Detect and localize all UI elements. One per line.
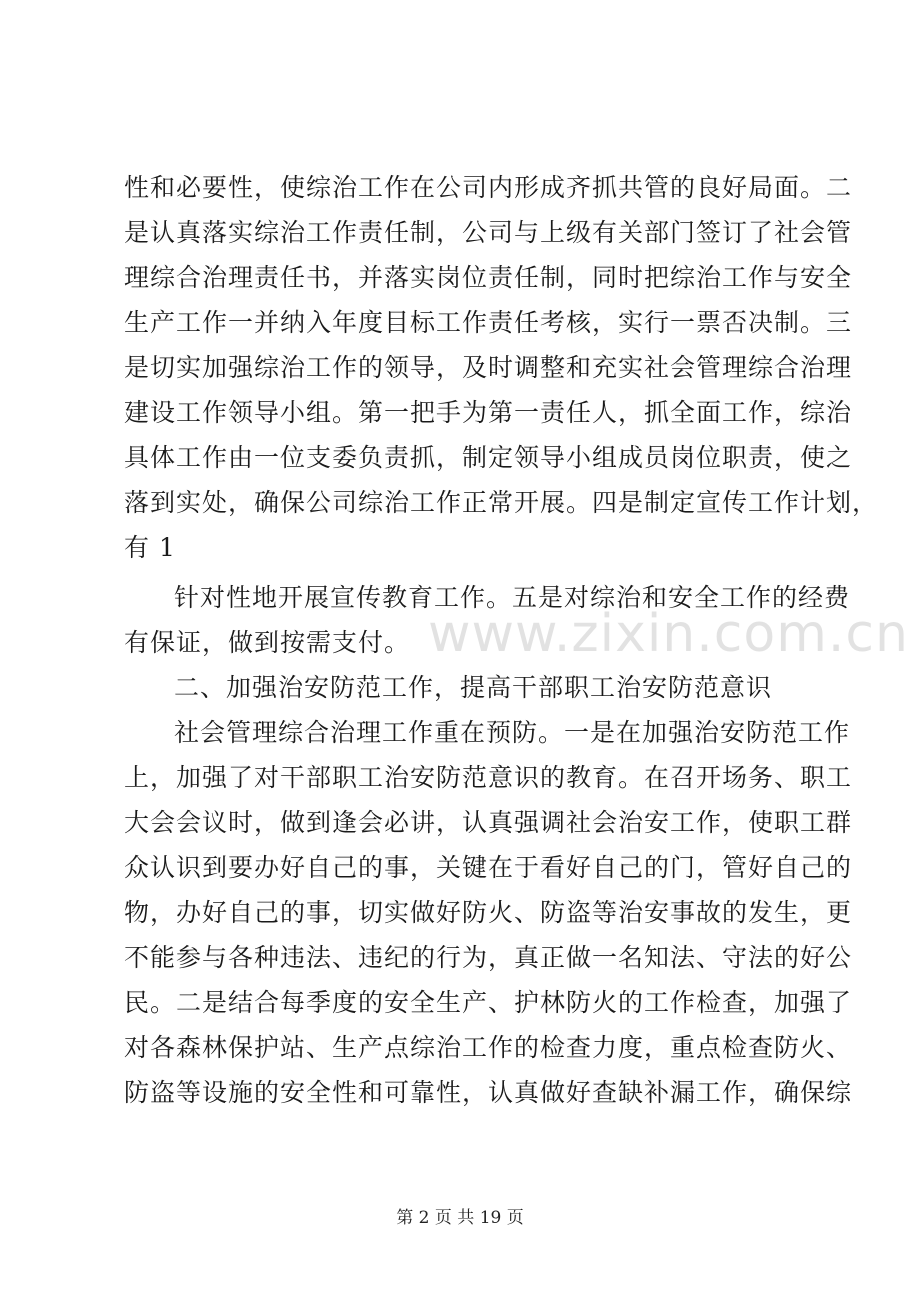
body-line: 是认真落实综治工作责任制，公司与上级有关部门签订了社会管 — [124, 218, 853, 247]
body-line: 建设工作领导小组。第一把手为第一责任人，抓全面工作，综治 — [124, 398, 853, 427]
body-line: 具体工作由一位支委负责抓，制定领导小组成员岗位职责，使之 — [124, 443, 853, 472]
body-line: 大会会议时，做到逢会必讲，认真强调社会治安工作，使职工群 — [124, 808, 853, 837]
page-break-marker: 有 1 — [124, 533, 176, 562]
body-line: 众认识到要办好自己的事，关键在于看好自己的门，管好自己的 — [124, 853, 853, 882]
section-heading: 二、加强治安防范工作，提高干部职工治安防范意识 — [174, 673, 773, 702]
paragraph-start: 针对性地开展宣传教育工作。五是对综治和安全工作的经费 — [174, 583, 851, 612]
body-line: 落到实处，确保公司综治工作正常开展。四是制定宣传工作计划， — [124, 488, 879, 517]
body-line: 民。二是结合每季度的安全生产、护林防火的工作检查，加强了 — [124, 988, 853, 1017]
body-line: 是切实加强综治工作的领导，及时调整和充实社会管理综合治理 — [124, 353, 853, 382]
body-line: 防盗等设施的安全性和可靠性，认真做好查缺补漏工作，确保综 — [124, 1078, 853, 1107]
body-line: 物，办好自己的事，切实做好防火、防盗等治安事故的发生，更 — [124, 898, 853, 927]
watermark: www.zixin.com.cn — [428, 604, 909, 664]
body-line: 理综合治理责任书，并落实岗位责任制，同时把综治工作与安全 — [124, 263, 853, 292]
body-line: 上，加强了对干部职工治安防范意识的教育。在召开场务、职工 — [124, 763, 853, 792]
body-line: 性和必要性，使综治工作在公司内形成齐抓共管的良好局面。二 — [124, 173, 853, 202]
body-line: 有保证，做到按需支付。 — [124, 628, 411, 657]
body-line: 不能参与各种违法、违纪的行为，真正做一名知法、守法的好公 — [124, 943, 853, 972]
body-line: 对各森林保护站、生产点综治工作的检查力度，重点检查防火、 — [124, 1033, 853, 1062]
paragraph-start: 社会管理综合治理工作重在预防。一是在加强治安防范工作 — [174, 718, 851, 747]
body-line: 生产工作一并纳入年度目标工作责任考核，实行一票否决制。三 — [124, 308, 853, 337]
page-number-footer: 第 2 页 共 19 页 — [396, 1208, 524, 1228]
